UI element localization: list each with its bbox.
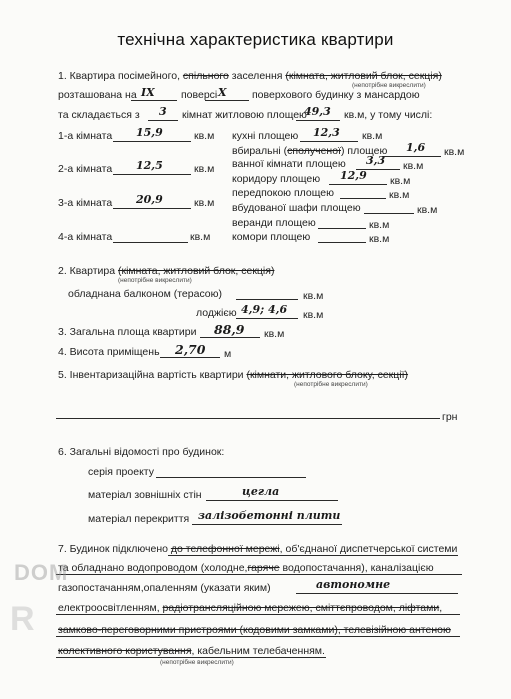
wc-combined-struck: сполученої bbox=[287, 145, 341, 157]
s1-floor-word: поверсі bbox=[181, 89, 218, 101]
building-info-label: 6. Загальні відомості про будинок: bbox=[58, 446, 225, 458]
wc-label-a: вбиральні ( bbox=[232, 145, 288, 157]
room3-value: 20,9 bbox=[136, 193, 163, 206]
s7-l2a: та обладнано водопроводом (холодне, bbox=[58, 562, 248, 574]
corridor-label: коридору площею bbox=[232, 173, 321, 185]
section1-line1 bbox=[58, 70, 442, 82]
s7-services-struck: радіотрансляційною мережею, сміттєпроводом, ліфтами bbox=[162, 602, 440, 614]
s1-building-label: поверхового будинку з мансардою bbox=[252, 89, 420, 101]
wc-label-c: ) площею bbox=[340, 145, 388, 157]
s7-phone-struck: до телефонної мережі bbox=[170, 543, 280, 555]
s5-label: 5. Інвентаризаційна вартість квартири bbox=[58, 369, 247, 381]
s1-l1c: заселення bbox=[228, 70, 286, 82]
room1-unit: кв.м bbox=[194, 130, 215, 142]
loggia-value: 4,9; 4,6 bbox=[241, 303, 288, 316]
room2-label: 2-а кімната bbox=[58, 163, 113, 175]
s2-note: (непотрібне викреслити) bbox=[118, 277, 192, 284]
s1-floor-label: розташована на bbox=[58, 89, 137, 101]
s1-shared-struck: спільного bbox=[182, 70, 229, 82]
s5-types-struck: (кімнати, житлового блоку, секції) bbox=[246, 369, 409, 381]
room1-value: 15,9 bbox=[136, 126, 163, 139]
walls-label: матеріал зовнішніх стін bbox=[88, 489, 202, 501]
total-area-unit: кв.м bbox=[264, 328, 285, 340]
watermark-text: DOM bbox=[14, 560, 69, 585]
s7-l4c: , bbox=[439, 602, 443, 614]
currency-unit: грн bbox=[442, 411, 458, 423]
s1-l1a: 1. Квартира посімейного, bbox=[58, 70, 183, 82]
watermark-letter: R bbox=[10, 600, 35, 638]
s7-l1a: 7. Будинок підключено bbox=[58, 543, 171, 555]
total-area-label: 3. Загальна площа квартири bbox=[58, 326, 197, 338]
s2-label: 2. Квартира bbox=[58, 265, 118, 277]
kitchen-label: кухні площею bbox=[232, 130, 299, 142]
loggia-label: лоджією bbox=[196, 307, 237, 319]
room2-unit: кв.м bbox=[194, 163, 215, 175]
bath-unit: кв.м bbox=[403, 160, 424, 172]
veranda-label: веранди площею bbox=[232, 217, 316, 229]
s5-note: (непотрібне викреслити) bbox=[294, 381, 368, 388]
section7-line2 bbox=[58, 562, 434, 574]
walls-value: цегла bbox=[242, 485, 280, 498]
rooms-value: 3 bbox=[159, 105, 167, 118]
balcony-label: обладнана балконом (терасою) bbox=[68, 288, 223, 300]
s7-locks-struck: замково-переговорними пристроями (кодовими замками), телевізійною антеною bbox=[58, 624, 451, 636]
section7-line4 bbox=[58, 602, 442, 614]
floor-material-label: матеріал перекриття bbox=[88, 513, 190, 525]
s2-types-struck: (кімната, житловий блок, секція) bbox=[117, 265, 275, 277]
s1-rooms-label: та складається з bbox=[58, 109, 140, 121]
balcony-unit: кв.м bbox=[303, 290, 324, 302]
hallway-label: передпокою площею bbox=[232, 187, 334, 199]
room4-unit: кв.м bbox=[190, 231, 211, 243]
s7-heating-label: газопостачанням,опаленням (указати яким) bbox=[58, 582, 271, 594]
bath-label: ванної кімнати площею bbox=[232, 158, 346, 170]
storage-label: комори площею bbox=[232, 231, 311, 243]
s1-note: (непотрібне викреслити) bbox=[352, 82, 426, 89]
s7-l4a: електроосвітленням, bbox=[58, 602, 163, 614]
s1-types-struck: (кімната, житловий блок, секція) bbox=[285, 70, 442, 82]
s7-collective-struck: колективного користування bbox=[58, 645, 192, 657]
section7-line1 bbox=[58, 543, 457, 555]
room1-label: 1-а кімната bbox=[58, 130, 113, 142]
s7-l1c: , об'єднаної диспетчерської системи bbox=[279, 543, 458, 555]
s7-note: (непотрібне викреслити) bbox=[160, 659, 234, 666]
s1-incl-label: кв.м, у тому числі: bbox=[344, 109, 433, 121]
living-area-value: 49,3 bbox=[304, 105, 331, 118]
heating-value: автономне bbox=[316, 578, 391, 591]
floor-value: IX bbox=[141, 86, 155, 99]
project-series-label: серія проекту bbox=[88, 466, 154, 478]
wc-label bbox=[232, 145, 387, 157]
corridor-value: 12,9 bbox=[340, 169, 367, 182]
loggia-unit: кв.м bbox=[303, 309, 324, 321]
kitchen-value: 12,3 bbox=[313, 126, 340, 139]
s1-living-label: кімнат житловою площею bbox=[182, 109, 307, 121]
s7-l6b: , кабельним телебаченням. bbox=[191, 645, 325, 657]
wc-unit: кв.м bbox=[444, 146, 465, 158]
veranda-unit: кв.м bbox=[369, 219, 390, 231]
section7-line6 bbox=[58, 645, 325, 657]
section5-line bbox=[58, 369, 408, 381]
floor-material-value: залізобетонні плити bbox=[198, 509, 341, 522]
room3-unit: кв.м bbox=[194, 197, 215, 209]
kitchen-unit: кв.м bbox=[362, 130, 383, 142]
wc-value: 1,6 bbox=[406, 141, 426, 154]
storage-unit: кв.м bbox=[369, 233, 390, 245]
room4-label: 4-а кімната bbox=[58, 231, 113, 243]
section2-line1 bbox=[58, 265, 274, 277]
wardrobe-label: вбудованої шафи площею bbox=[232, 202, 361, 214]
height-label: 4. Висота приміщень bbox=[58, 346, 160, 358]
corridor-unit: кв.м bbox=[390, 175, 411, 187]
s7-hotwater-struck: гаряче bbox=[247, 562, 280, 574]
hallway-unit: кв.м bbox=[389, 189, 410, 201]
room2-value: 12,5 bbox=[136, 159, 163, 172]
height-value: 2,70 bbox=[175, 342, 206, 357]
wardrobe-unit: кв.м bbox=[417, 204, 438, 216]
floors-value: X bbox=[218, 86, 227, 99]
bath-value: 3,3 bbox=[366, 154, 386, 167]
total-area-value: 88,9 bbox=[214, 322, 245, 337]
height-unit: м bbox=[224, 348, 232, 360]
page-title: технічна характеристика квартири bbox=[117, 30, 394, 49]
room3-label: 3-а кімната bbox=[58, 197, 113, 209]
s7-l2c: водопостачання), каналізацією bbox=[279, 562, 434, 574]
